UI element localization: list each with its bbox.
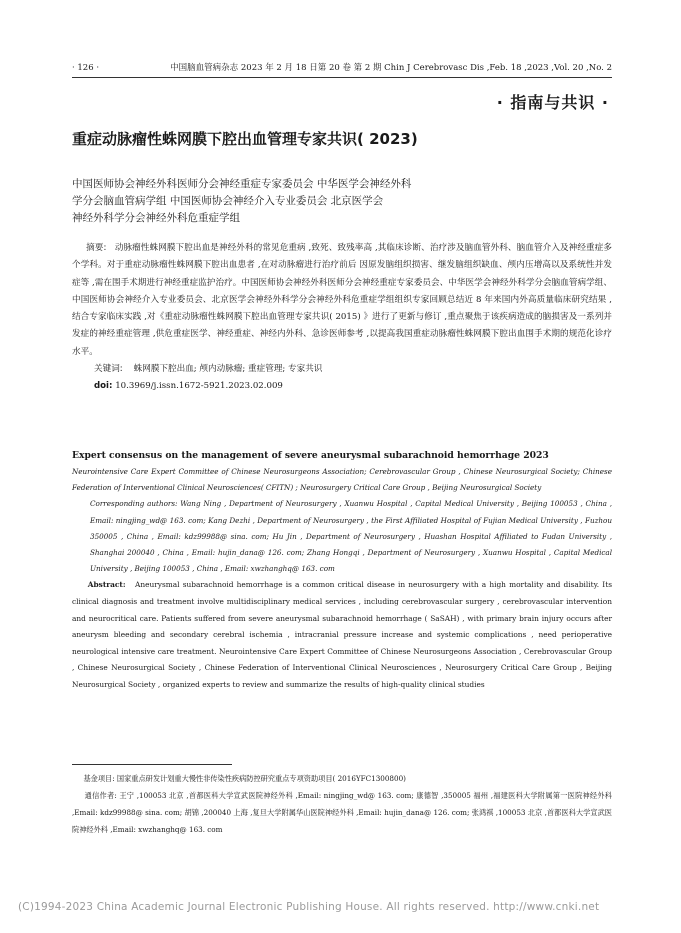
- doi-line: [72, 378, 612, 395]
- running-header: [72, 60, 612, 76]
- footnote-rule: [72, 764, 232, 765]
- author-line: 中国医师协会神经外科医师分会神经重症专家委员会 中华医学会神经外科: [72, 178, 412, 190]
- english-abstract-label: Abstract:: [87, 580, 126, 590]
- doi-label: doi:: [94, 381, 113, 392]
- journal-citation: 中国脑血管病杂志 2023 年 2 月 18 日第 20 卷 第 2 期 Chin J Cerebrovasc Dis ,Feb. 18 ,2023 ,Vol. 20 ,No. 2: [170, 63, 612, 73]
- funding-note: [72, 770, 612, 787]
- abstract-label: 摘要:: [86, 243, 107, 253]
- english-abstract-text: Aneurysmal subarachnoid hemorrhage is a common critical disease in neurosurgery with a high mortality and disability. Its clinical diagnosis and treatment involve multidisciplinary medical services , including cerebrovascular surgery , cerebrovascular intervention and neurocritical care. Patients suffered from severe aneurysmal subarachnoid hemorrhage ( SaSAH) , with primary brain injury occurs after aneurysm bleeding and secondary cerebral ischemia , intracranial pressure increase and systemic complications , need perioperative neurological intensive care treatment. Neurointensive Care Expert Committee of Chinese Neurosurgeons Association , Cerebrovascular Group , Chinese Neurosurgical Society , Chinese Federation of Interventional Clinical Neurosciences , Neurosurgery Critical Care Group , Beijing Neurosurgical Society , organized experts to review and summarize the results of high-quality clinical studies: [72, 580, 612, 689]
- funding-text: 基金项目: 国家重点研发计划重大慢性非传染性疾病防控研究重点专项资助项目( 2016YFC1300800): [83, 774, 406, 783]
- correspondence-text: 通信作者: 王宁 ,100053 北京 ,首都医科大学宣武医院神经外科 ,Email: ningjing_wd@ 163. com; 康德智 ,350005 福州 ,福建医科大学附属第一医院神经外科 ,Email: kdz99988@ sina. com; 胡锦 ,200040 上海 ,复旦大学附属华山医院神经外科 ,Email: hujin_dana@ 126. com; 张鸿祺 ,100053 北京 ,首都医科大学宣武医院神经外科 ,Email: xwzhanghq@ 163. com: [72, 791, 612, 834]
- english-groups: Neurointensive Care Expert Committee of Chinese Neurosurgeons Association; Cerebrovascular Group , Chinese Neurosurgical Society; Chinese Federation of Interventional Clinical Neurosciences( CFITN) ; Neurosurgery Critical Care Group , Beijing Neurosurgical Society: [72, 467, 612, 493]
- page-number: · 126 ·: [72, 63, 100, 73]
- section-label: · 指南与共识 ·: [496, 93, 609, 112]
- author-line: 神经外科学分会神经外科危重症学组: [72, 212, 240, 224]
- english-abstract: [72, 577, 612, 693]
- author-groups: [72, 176, 612, 227]
- chinese-abstract: [72, 240, 612, 396]
- abstract-text: 动脉瘤性蛛网膜下腔出血是神经外科的常见危重病 ,致死、致残率高 ,其临床诊断、治疗涉及脑血管外科、脑血管介入及神经重症多个学科。对于重症动脉瘤性蛛网膜下腔出血患者 ,在对动脉瘤进行治疗前后 因原发脑组织损害、继发脑组织缺血、颅内压增高以及系统性并发症等 ,需在围手术期进行神经重症监护治疗。中国医师协会神经外科医师分会神经重症专家委员会、中华医学会神经外科学分会脑血管病学组、中国医师协会神经介入专业委员会、北京医学会神经外科学分会神经外科危重症学组组织专家回顾总结近 8 年来国内外高质量临床研究结果 ,结合专家临床实践 ,对《重症动脉瘤性蛛网膜下腔出血管理专家共识( 2015) 》进行了更新与修订 ,重点聚焦于该疾病造成的脑损害及一系列并发症的神经重症管理 ,供危重症医学、神经重症、神经内外科、急诊医师参考 ,以提高我国重症动脉瘤性蛛网膜下腔出血围手术期的规范化诊疗水平。: [72, 243, 612, 357]
- keywords-label: 关键词:: [94, 364, 123, 375]
- english-title: Expert consensus on the management of severe aneurysmal subarachnoid hemorrhage 2023: [72, 450, 549, 461]
- doi-value: 10.3969/j.issn.1672-5921.2023.02.009: [115, 381, 283, 392]
- abstract-paragraph: [72, 240, 612, 361]
- corresponding-authors: Corresponding authors: Wang Ning , Department of Neurosurgery , Xuanwu Hospital , Capital Medical University , Beijing 100053 , China , Email: ningjing_wd@ 163. com; Kang Dezhi , Department of Neurosurgery , the First Affiliated Hospital of Fujian Medical University , Fuzhou 350005 , China , Email: kdz99988@ sina. com; Hu Jin , Department of Neurosurgery , Huashan Hospital Affiliated to Fudan University , Shanghai 200040 , China , Email: hujin_dana@ 126. com; Zhang Hongqi , Department of Neurosurgery , Xuanwu Hospital , Capital Medical University , Beijing 100053 , China , Email: xwzhanghq@ 163. com: [90, 499, 612, 574]
- keywords-text: 蛛网膜下腔出血; 颅内动脉瘤; 重症管理; 专家共识: [133, 364, 323, 375]
- author-line: 学分会脑血管病学组 中国医师协会神经介入专业委员会 北京医学会: [72, 195, 384, 207]
- header-rule: [72, 77, 612, 78]
- keywords-line: [72, 361, 612, 378]
- english-groups-block: [72, 464, 612, 577]
- english-section: [72, 448, 612, 694]
- article-title: 重症动脉瘤性蛛网膜下腔出血管理专家共识( 2023): [72, 130, 418, 148]
- correspondence-note: [72, 787, 612, 838]
- cnki-watermark: (C)1994-2023 China Academic Journal Electronic Publishing House. All rights reserved. http://www.cnki.net: [18, 901, 600, 913]
- footnotes: [72, 770, 612, 838]
